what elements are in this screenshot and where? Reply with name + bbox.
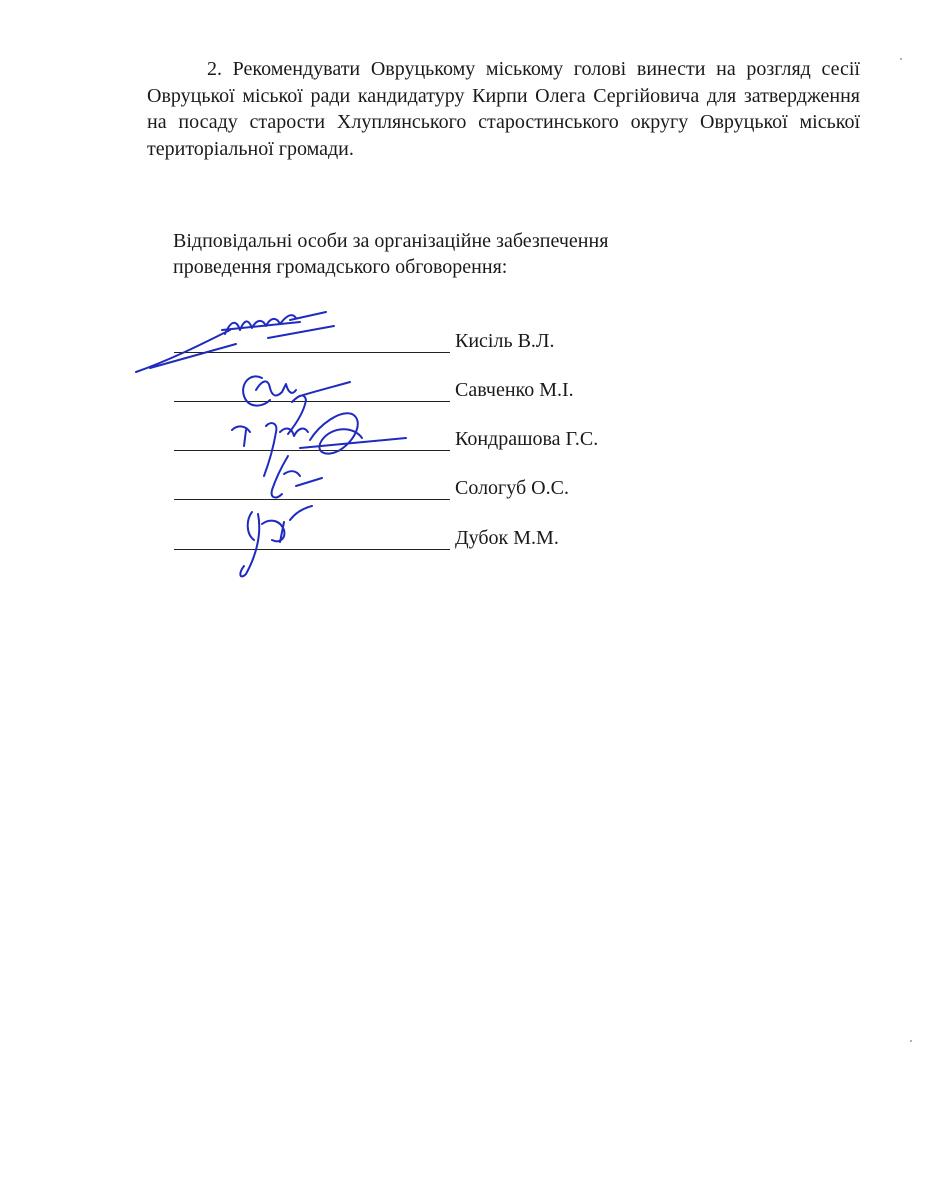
signature-row-savchenko	[174, 377, 614, 407]
signatory-name: Кондрашова Г.С.	[455, 428, 599, 450]
signature-line	[174, 450, 450, 451]
responsible-persons-heading	[173, 229, 693, 280]
recommendation-paragraph: 2. Рекомендувати Овруцькому міському голові винести на розгляд сесії Овруцької міської ради кандидатуру Кирпи Олега Сергійовича для затвердження на посаду старости Хлуплянського старостинського округу Овруцької міської територіальної громади.	[147, 58, 860, 160]
signatory-name: Савченко М.І.	[455, 379, 574, 401]
signature-row-dubok	[174, 525, 614, 555]
signature-line	[174, 499, 450, 500]
signatory-name: Сологуб О.С.	[455, 477, 569, 499]
responsible-heading-line-2: проведення громадського обговорення:	[173, 255, 508, 278]
signature-line	[174, 352, 450, 353]
signatory-name: Дубок М.М.	[455, 527, 559, 549]
signature-line	[174, 549, 450, 550]
responsible-heading-line-1: Відповідальні особи за організаційне забезпечення	[173, 230, 609, 252]
signature-row-sologub	[174, 475, 614, 505]
signature-row-kysil	[174, 328, 614, 358]
signature-line	[174, 401, 450, 402]
signatory-name: Кисіль В.Л.	[455, 330, 555, 352]
scan-speck	[900, 58, 902, 60]
signature-row-kondrashova	[174, 426, 614, 456]
scan-speck	[910, 1040, 912, 1042]
